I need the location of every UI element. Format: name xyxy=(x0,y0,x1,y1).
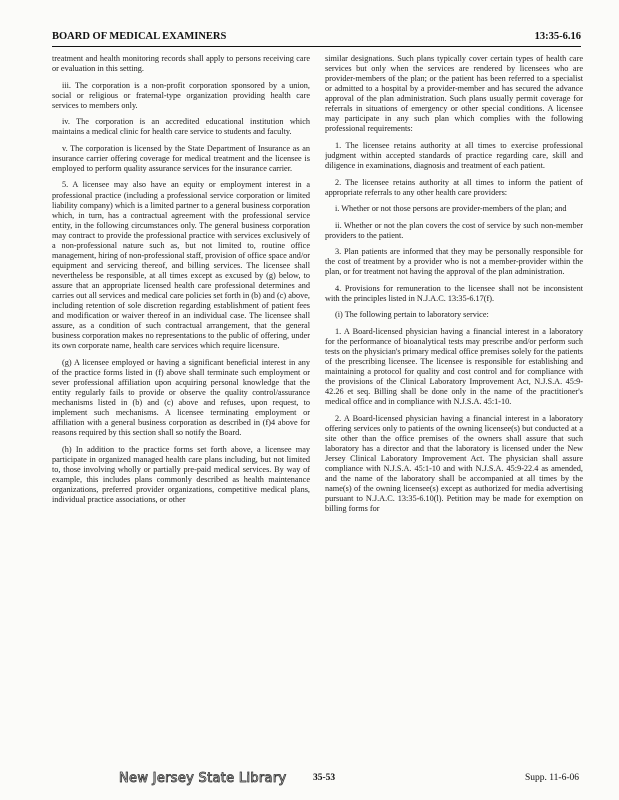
paragraph-subsection-i: (i) The following pertain to laboratory service: xyxy=(335,310,489,320)
header-rule xyxy=(52,46,581,47)
paragraph-continuation: similar designations. Such plans typically cover certain types of health care services but only when the services are rendered by licensees who are provider-members of the plan; or the patient has been referred to a specialist or admitted to a hospital by a provider-member and has secured the advance approval of the plan administration. Such plans usually permit coverage for referrals in situations of emergency or other special conditions. A licensee may participate in any such plan which complies with the following professional requirements: xyxy=(325,54,583,134)
left-column xyxy=(52,54,310,754)
running-header xyxy=(52,31,581,45)
paragraph-subsection-g: (g) A licensee employed or having a significant beneficial interest in any of the practice forms listed in (f) above shall terminate such employment or sever professional affiliation upon acquiring personal knowledge that the entity regularly fails to provide or observe the quality control/assurance mechanisms listed in (b) and (c) above and refuses, upon request, to implement such mechanisms. A licensee terminating employment or affiliation with a general business corporation as described in (f)4 above for reasons required by this section shall so notify the Board. xyxy=(52,357,310,438)
header-section-number: 13:35-6.16 xyxy=(534,31,581,42)
paragraph-lab-item-1: 1. A Board-licensed physician having a financial interest in a laboratory for the performance of bioanalytical tests may prescribe and/or perform such tests on the physician's primary medical office premises solely for the patients of the prescribing licensee. The licensee is responsible for establishing and maintaining a protocol for quality and cost control and for compliance with the provisions of the Clinical Laboratory Improvement Act, N.J.S.A. 45:9-42.26 et seq. Billing shall be done only in the name of the practitioner's medical office and in compliance with N.J.S.A. 45:1-10. xyxy=(325,327,583,407)
library-stamp: New Jersey State Library xyxy=(119,771,287,786)
page-footer xyxy=(0,768,619,790)
paragraph-continuation: treatment and health monitoring records shall apply to persons receiving care or evaluation in this setting. xyxy=(52,54,310,74)
paragraph-item-iv: iv. The corporation is an accredited educational institution which maintains a medical clinic for health care service to students and faculty. xyxy=(52,117,310,137)
paragraph-item-iii: iii. The corporation is a non-profit corporation sponsored by a union, social or religious or fraternal-type organization providing health care services to members only. xyxy=(52,80,310,110)
paragraph-item-2: 2. The licensee retains authority at all times to inform the patient of appropriate referrals to any other health care providers: xyxy=(325,177,583,197)
paragraph-item-3: 3. Plan patients are informed that they may be personally responsible for the cost of treatment by a provider who is not a member-provider within the plan, or for treatment not having the approval of the plan administration. xyxy=(325,247,583,277)
supplement-date: Supp. 11-6-06 xyxy=(524,773,579,783)
right-column xyxy=(325,54,583,754)
paragraph-lab-item-2: 2. A Board-licensed physician having a financial interest in a laboratory offering services only to patients of the owning licensee(s) but conducted at a site other than the office premises of the owners shall assure that such laboratory has a director and that the laboratory is licensed under the New Jersey Clinical Laboratory Improvement Act. The physician shall assure compliance with N.J.S.A. 45:1-10 and with N.J.S.A. 45:9-22.4 as amended, and the name of the laboratory shall be accompanied at all times by the name(s) of the owning licensee(s) except as authorized for media advertising pursuant to N.J.A.C. 13:35-6.10(l). Petition may be made for exemption on billing forms for xyxy=(325,413,583,514)
page-number: 35-53 xyxy=(313,773,336,783)
paragraph-item-v: v. The corporation is licensed by the State Department of Insurance as an insurance carrier offering coverage for medical treatment and the licensee is employed to perform quality assurance services for the insurance carrier. xyxy=(52,143,310,173)
paragraph-item-4: 4. Provisions for remuneration to the licensee shall not be inconsistent with the principles listed in N.J.A.C. 13:35-6.17(f). xyxy=(325,283,583,303)
header-title: BOARD OF MEDICAL EXAMINERS xyxy=(52,31,227,42)
paragraph-subsection-h: (h) In addition to the practice forms set forth above, a licensee may participate in organized managed health care plans including, but not limited to, those involving wholly or partially pre-paid medical services. By way of example, this includes plans commonly described as health maintenance organizations, preferred provider organizations, competitive medical plans, individual practice associations, or other xyxy=(52,444,310,504)
paragraph-item-i: i. Whether or not those persons are provider-members of the plan; and xyxy=(335,204,567,214)
paragraph-item-1: 1. The licensee retains authority at all times to exercise professional judgment within accepted standards of practice regarding care, skill and diligence in examinations, diagnosis and treatment of each patient. xyxy=(325,140,583,170)
paragraph-item-ii: ii. Whether or not the plan covers the cost of service by such non-member providers to the patient. xyxy=(325,220,583,240)
paragraph-item-5: 5. A licensee may also have an equity or employment interest in a professional practice (including a professional service corporation or limited liability company) which is a limited partner to a general business corporation which, in turn, has a contractual agreement with the professional service entity, in the following circumstances only. The general business corporation may contract to provide the professional practice with services exclusively of a non-professional nature such as, but not limited to, routine office management, hiring of non-professional staff, provision of office space and/or equipment and servicing thereof, and billing services. The licensee shall nevertheless be responsible, at all times except as excused by (g) below, to assure that an appropriate licensed health care professional determines and carries out all services and medical care policies set forth in (b) and (c) above, including retention of sole discretion regarding establishment of patient fees and modification or waiver thereof in an individual case. The licensee shall assure, as a condition of such contractual arrangement, that the general business corporation makes no representations to the public of offering, under its own corporate name, health care services which require licensure. xyxy=(52,180,310,351)
